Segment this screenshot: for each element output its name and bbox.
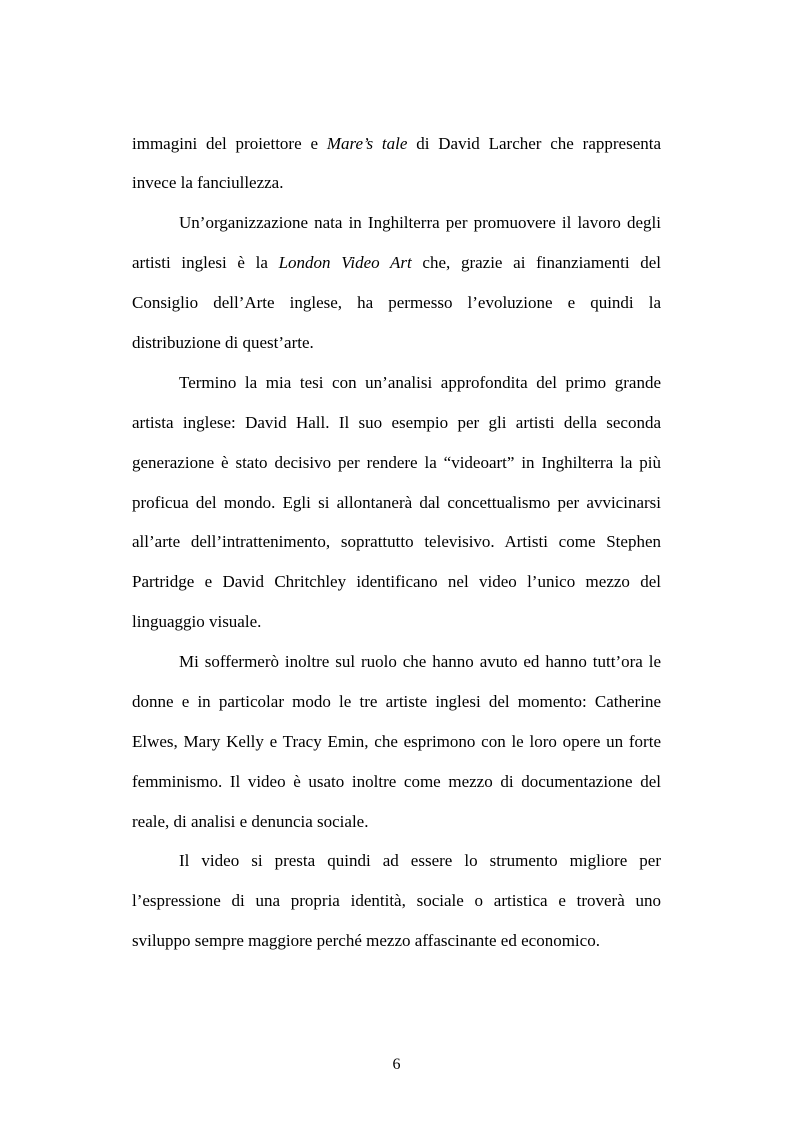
text-line: Mi soffermerò inoltre sul ruolo che hanno avuto ed hanno tutt’ora le [179, 652, 661, 671]
text-line: immagini del proiettore e Mare’s tale di David Larcher che rappresenta [132, 134, 662, 153]
text-line: Partridge e David Chritchley identificano nel video l’unico mezzo del [132, 572, 661, 591]
text-line: all’arte dell’intrattenimento, soprattutto televisivo. Artisti come Stephen [132, 532, 661, 551]
text-line: artisti inglesi è la London Video Art che, grazie ai finanziamenti del [132, 253, 662, 272]
text-line: Consiglio dell’Arte inglese, ha permesso l’evoluzione e quindi la [132, 293, 661, 312]
text-line: Termino la mia tesi con un’analisi approfondita del primo grande [179, 373, 661, 392]
text-line: sviluppo sempre maggiore perché mezzo affascinante ed economico. [132, 931, 600, 950]
text-line: generazione è stato decisivo per rendere la “videoart” in Inghilterra la più [132, 453, 661, 472]
text-line: donne e in particolar modo le tre artiste inglesi del momento: Catherine [132, 692, 661, 711]
page-number: 6 [392, 1056, 401, 1073]
text-line: femminismo. Il video è usato inoltre come mezzo di documentazione del [132, 772, 661, 791]
text-line: Un’organizzazione nata in Inghilterra per promuovere il lavoro degli [179, 213, 661, 232]
text-line: l’espressione di una propria identità, sociale o artistica e troverà uno [132, 891, 661, 910]
text-line: Il video si presta quindi ad essere lo strumento migliore per [179, 851, 661, 870]
text-line: reale, di analisi e denuncia sociale. [132, 812, 369, 831]
text-line: linguaggio visuale. [132, 612, 262, 631]
text-line: invece la fanciullezza. [132, 173, 284, 192]
text-line: distribuzione di quest’arte. [132, 333, 314, 352]
text-line: artista inglese: David Hall. Il suo esempio per gli artisti della seconda [132, 413, 661, 432]
text-line: proficua del mondo. Egli si allontanerà dal concettualismo per avvicinarsi [132, 493, 661, 512]
text-line: Elwes, Mary Kelly e Tracy Emin, che esprimono con le loro opere un forte [132, 732, 661, 751]
